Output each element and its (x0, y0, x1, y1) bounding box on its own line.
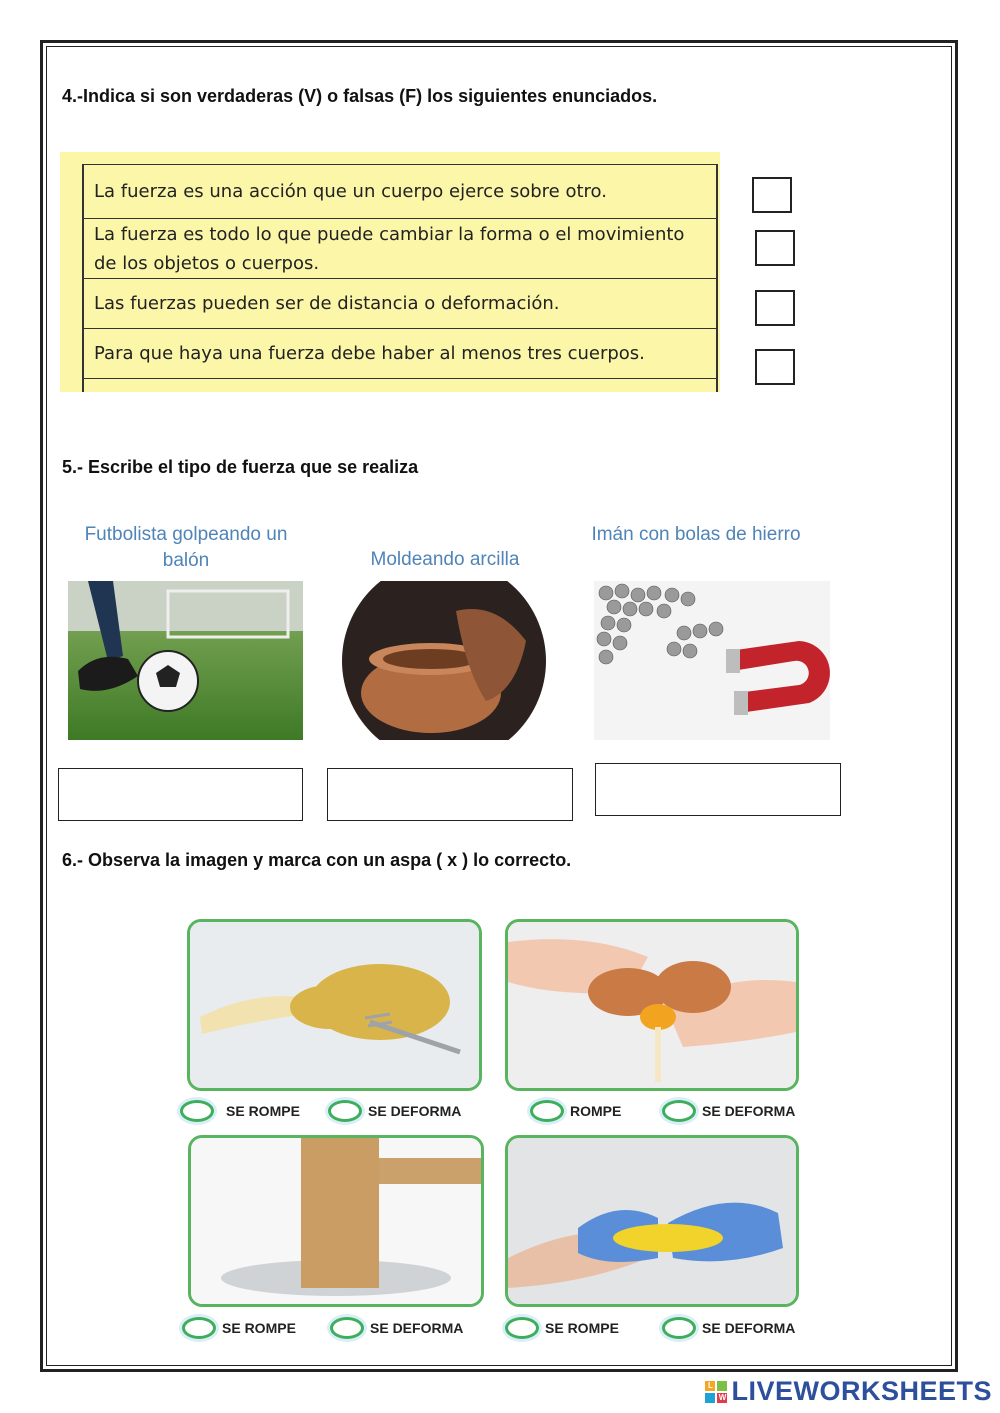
radio-icon[interactable] (530, 1100, 564, 1122)
q6-title: 6.- Observa la imagen y marca con un aspa ( x ) lo correcto. (62, 850, 572, 870)
radio-icon[interactable] (180, 1100, 214, 1122)
radio-icon[interactable] (662, 1100, 696, 1122)
clay-molding-image (336, 581, 552, 740)
option-3-se-deforma[interactable] (330, 1317, 463, 1339)
mallet-ice-image (188, 1135, 484, 1307)
statement-row-empty (84, 378, 716, 392)
option-label: SE ROMPE (226, 1103, 300, 1119)
answer-box-4[interactable] (755, 349, 795, 385)
radio-icon[interactable] (662, 1317, 696, 1339)
caption-football: Futbolista golpeando un balón (84, 524, 288, 571)
q4-title: 4.-Indica si son verdaderas (V) o falsas (F) los siguientes enunciados. (62, 86, 658, 106)
liveworksheets-logo[interactable] (705, 1376, 992, 1407)
gloves-squeezing-image (505, 1135, 799, 1307)
banana-fork-image (187, 919, 482, 1091)
option-label: SE DEFORMA (702, 1320, 796, 1336)
answer-box-1[interactable] (752, 177, 792, 213)
statement-1: La fuerza es una acción que un cuerpo ejerce sobre otro. (84, 164, 716, 218)
option-2-rompe[interactable] (530, 1100, 621, 1122)
option-3-se-rompe[interactable] (182, 1317, 296, 1339)
brand-text: LIVEWORKSHEETS (731, 1376, 992, 1406)
q5-title: 5.- Escribe el tipo de fuerza que se realiza (62, 457, 419, 477)
radio-icon[interactable] (505, 1317, 539, 1339)
answer-box-2[interactable] (755, 230, 795, 266)
option-label: SE DEFORMA (368, 1103, 462, 1119)
statement-4: Para que haya una fuerza debe haber al menos tres cuerpos. (84, 328, 716, 378)
option-4-se-deforma[interactable] (662, 1317, 795, 1339)
brand-letter: W (718, 1392, 727, 1402)
statement-3: Las fuerzas pueden ser de distancia o deformación. (84, 278, 716, 328)
statement-2: La fuerza es todo lo que puede cambiar la forma o el movimiento de los objetos o cuerpos. (84, 218, 716, 278)
option-1-se-rompe[interactable] (180, 1100, 300, 1122)
radio-icon[interactable] (330, 1317, 364, 1339)
option-label: SE ROMPE (545, 1320, 619, 1336)
magnet-balls-image (594, 581, 830, 740)
brand-letter: L (705, 1381, 715, 1391)
answer-box-3[interactable] (755, 290, 795, 326)
answer-field-football[interactable] (58, 768, 303, 821)
option-label: SE DEFORMA (702, 1103, 796, 1119)
radio-icon[interactable] (182, 1317, 216, 1339)
option-1-se-deforma[interactable] (328, 1100, 461, 1122)
answer-field-clay[interactable] (327, 768, 573, 821)
answer-field-magnet[interactable] (595, 763, 841, 816)
caption-clay: Moldeando arcilla (370, 549, 520, 570)
caption-magnet: Imán con bolas de hierro (591, 524, 801, 545)
football-kick-image (68, 581, 303, 740)
statements-table (82, 164, 718, 392)
egg-breaking-image (505, 919, 799, 1091)
option-2-se-deforma[interactable] (662, 1100, 795, 1122)
option-4-se-rompe[interactable] (505, 1317, 619, 1339)
radio-icon[interactable] (328, 1100, 362, 1122)
option-label: SE ROMPE (222, 1320, 296, 1336)
option-label: ROMPE (570, 1103, 622, 1119)
brand-grid-icon (705, 1381, 727, 1403)
option-label: SE DEFORMA (370, 1320, 464, 1336)
